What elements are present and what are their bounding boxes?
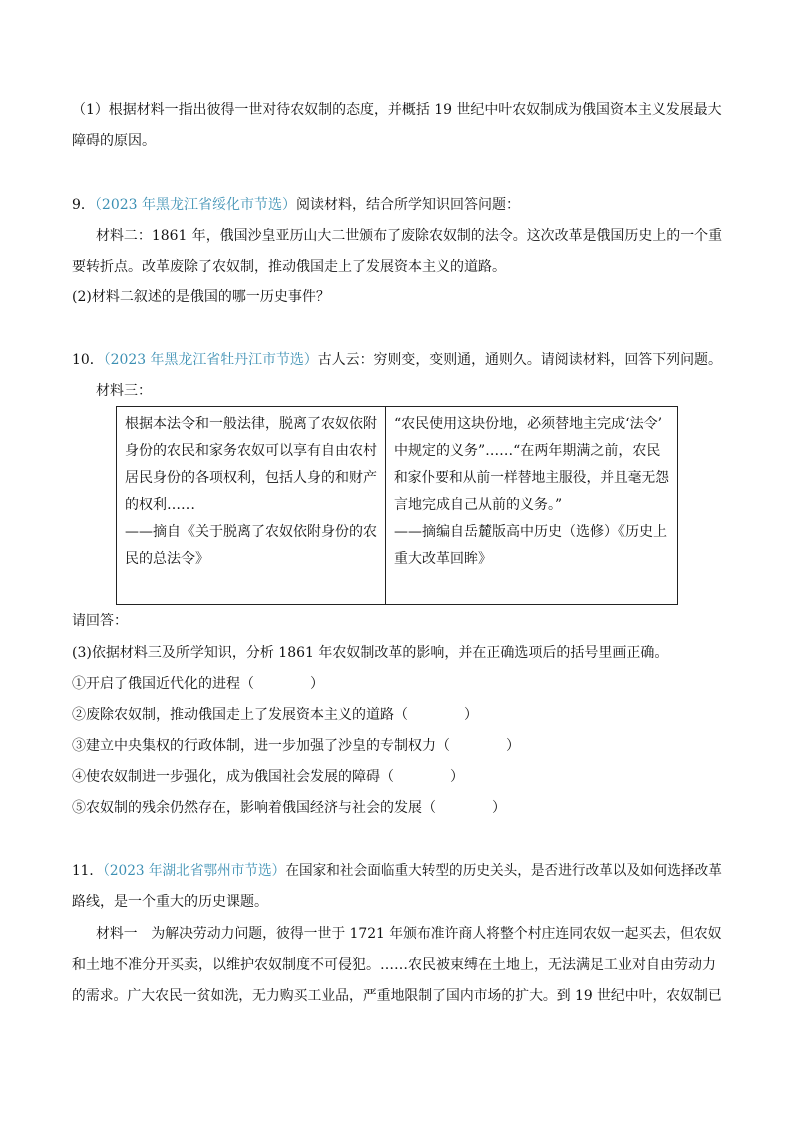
- table-cell-line: ——摘编自岳麓版高中历史（选修）《历史上: [394, 524, 667, 540]
- material-1-line1: 材料一 为解决劳动力问题，彼得一世于 1721 年颁布准许商人将整个村庄连同农奴一起买去，但农奴: [96, 926, 722, 942]
- table-cell-line: 居民身份的各项权利，包括人身的和财产: [125, 470, 377, 486]
- material-3-table: [116, 406, 678, 605]
- question-8-sub1-line1: （1）根据材料一指出彼得一世对待农奴制的态度，并概括 19 世纪中叶农奴制成为俄国资本主义发展最大: [72, 102, 722, 118]
- question-source: （2023 年黑龙江省牡丹江市节选）: [103, 352, 318, 368]
- option-item-2[interactable]: ②废除农奴制，推动俄国走上了发展资本主义的道路（ ）: [72, 707, 478, 723]
- question-9-sub2: (2)材料二叙述的是俄国的哪一历史事件？: [72, 289, 330, 305]
- material-2-line1: 材料二：1861 年，俄国沙皇亚历山大二世颁布了废除农奴制的法令。这次改革是俄国历史上的一个重: [96, 228, 723, 244]
- table-cell-line: 言地完成自己从前的义务。”: [394, 497, 563, 513]
- material-1-line2: 和土地不准分开买卖，以维护农奴制度不可侵犯。……农民被束缚在土地上，无法满足工业对自由劳动力: [72, 957, 716, 973]
- table-cell-line: 民的总法令》: [125, 551, 209, 567]
- question-number: 10．: [72, 352, 104, 368]
- question-9-header: [72, 195, 520, 215]
- option-item-3[interactable]: ③建立中央集权的行政体制，进一步加强了沙皇的专制权力（ ）: [72, 738, 520, 754]
- material-2-line2: 要转折点。改革废除了农奴制，推动俄国走上了发展资本主义的道路。: [72, 259, 506, 275]
- question-source: （2023 年湖北省鄂州市节选）: [103, 863, 286, 879]
- table-cell-line: 重大改革回眸》: [394, 551, 492, 567]
- question-prompt: 古人云：穷则变，变则通，通则久。请阅读材料，回答下列问题。: [317, 352, 722, 368]
- table-cell-line: 的权利……: [125, 497, 195, 513]
- question-8-sub1-line2: 障碍的原因。: [72, 133, 156, 149]
- table-cell-line: “农民使用这块份地，必须替地主完成‘法令’: [394, 416, 663, 432]
- option-item-5[interactable]: ⑤农奴制的残余仍然存在，影响着俄国经济与社会的发展（ ）: [72, 800, 506, 816]
- question-number: 9．: [72, 197, 95, 213]
- question-number: 11．: [72, 863, 104, 879]
- material-3-label: 材料三：: [96, 383, 152, 399]
- table-cell-line: ——摘自《关于脱离了农奴依附身份的农: [125, 524, 377, 540]
- table-cell-line: 根据本法令和一般法律，脱离了农奴依附: [125, 416, 377, 432]
- question-prompt: 阅读材料，结合所学知识回答问题：: [296, 197, 521, 213]
- question-11-prompt-line2: 路线，是一个重大的历史课题。: [72, 894, 268, 910]
- material-3-right-cell: [386, 407, 678, 605]
- please-answer-label: 请回答：: [72, 613, 128, 629]
- option-item-4[interactable]: ④使农奴制进一步强化，成为俄国社会发展的障碍（ ）: [72, 769, 464, 785]
- material-3-left-cell: [117, 407, 386, 605]
- question-10-header: [72, 350, 722, 370]
- table-cell-line: 和家仆要和从前一样替地主服役，并且毫无怨: [394, 470, 669, 486]
- table-cell-line: 中规定的义务”……“在两年期满之前，农民: [394, 443, 661, 459]
- question-11-header: [72, 861, 722, 881]
- table-cell-line: 身份的农民和家务农奴可以享有自由农村: [125, 443, 377, 459]
- question-source: （2023 年黑龙江省绥化市节选）: [94, 197, 297, 213]
- material-1-line3: 的需求。广大农民一贫如洗，无力购买工业品，严重地限制了国内市场的扩大。到 19 世纪中叶，农奴制已: [72, 988, 722, 1004]
- option-item-1[interactable]: ①开启了俄国近代化的进程（ ）: [72, 676, 324, 692]
- question-prompt: 在国家和社会面临重大转型的历史关头，是否进行改革以及如何选择改革: [285, 863, 722, 879]
- question-10-sub3: (3)依据材料三及所学知识，分析 1861 年农奴制改革的影响，并在正确选项后的括号里画正确。: [72, 645, 669, 661]
